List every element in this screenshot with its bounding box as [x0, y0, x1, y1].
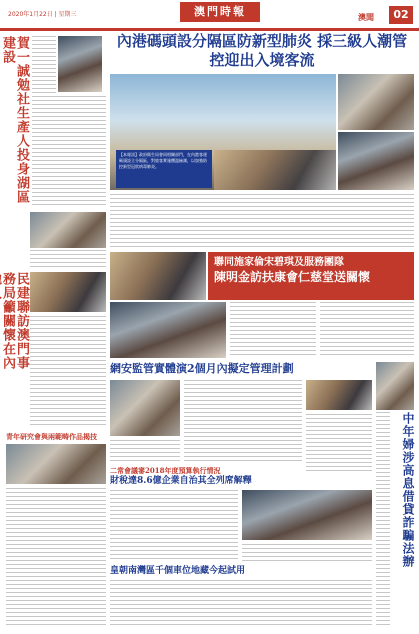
- left-body-1a: [32, 36, 56, 96]
- section-label: 澳聞: [358, 13, 374, 22]
- lower-body-3: [110, 440, 180, 464]
- right-body: [376, 412, 390, 626]
- header-rule: [0, 28, 419, 31]
- left-photo-3: [6, 444, 106, 484]
- left-photo-1: [30, 212, 106, 248]
- main-photo-right-2: [338, 132, 414, 190]
- left-headline-1: 賀一誠勉社生產人投身湖區建設: [0, 36, 29, 204]
- left-bottom-headline: 青年研究會與兩範畴作品揭技: [6, 432, 97, 441]
- left-body-1c: [30, 250, 106, 270]
- left-body-1b: [32, 96, 106, 206]
- left-photo-2: [30, 272, 106, 312]
- lower-body-5: [242, 544, 372, 562]
- lower-subheadline-3: 皇朝南灣區千個車位地藏今起試用: [110, 566, 246, 576]
- lower-subheadline-2: 財稅達8.6億企業自治其全列席解釋: [110, 476, 252, 486]
- main-headline: 內港碼頭設分隔區防新型肺炎 採三級人潮管控迎出入境客流: [116, 32, 408, 69]
- speaker-photo: [58, 36, 102, 92]
- lower-body-6: [110, 580, 372, 626]
- lower-body-2: [306, 414, 372, 474]
- mid-body-1: [230, 302, 316, 358]
- page-number: 02: [389, 6, 413, 24]
- lower-photo-1: [110, 380, 180, 436]
- issue-date: 2020年1月22日 | 星期三: [8, 11, 77, 18]
- lower-body-4: [110, 490, 238, 562]
- right-headline: 中年婦涉高息借貸詐騙法辦: [401, 412, 415, 568]
- mid-photo-1: [110, 302, 226, 358]
- main-photo-right-1: [338, 74, 414, 130]
- right-photo: [376, 362, 414, 410]
- mid-banner-line-2: 陳明金訪扶康會仁慈堂送關懷: [214, 270, 371, 284]
- mid-banner-line-1: 聯同施家倫宋碧琪及服務團隊: [214, 257, 344, 268]
- lower-body-1: [184, 380, 302, 464]
- main-photo-right-3: [214, 150, 336, 190]
- main-body: [110, 194, 414, 248]
- mid-photo-left: [110, 252, 206, 300]
- left-headline-2: 民建聯訪澳門事務局籲關懷在內: [0, 272, 29, 370]
- left-body-2: [30, 316, 106, 428]
- mid-body-2: [320, 302, 414, 358]
- mid-banner: [208, 252, 414, 300]
- lower-photo-3: [242, 490, 372, 540]
- main-photo-caption: 【本報訊】政府衛生局會同相關部門，在內港客運碼頭設立分隔區，對旅客實施體溫檢測，以加強防控新型冠狀病毒肺炎。: [116, 150, 212, 188]
- lower-subheadline-1: 二常會議審2018年度預算執行情況: [110, 466, 221, 475]
- left-body-3: [6, 488, 106, 626]
- lower-photo-2: [306, 380, 372, 410]
- lower-headline: 網安監管實體演2個月內擬定管理計劃: [110, 362, 294, 375]
- masthead-logo: 澳門時報: [180, 2, 260, 22]
